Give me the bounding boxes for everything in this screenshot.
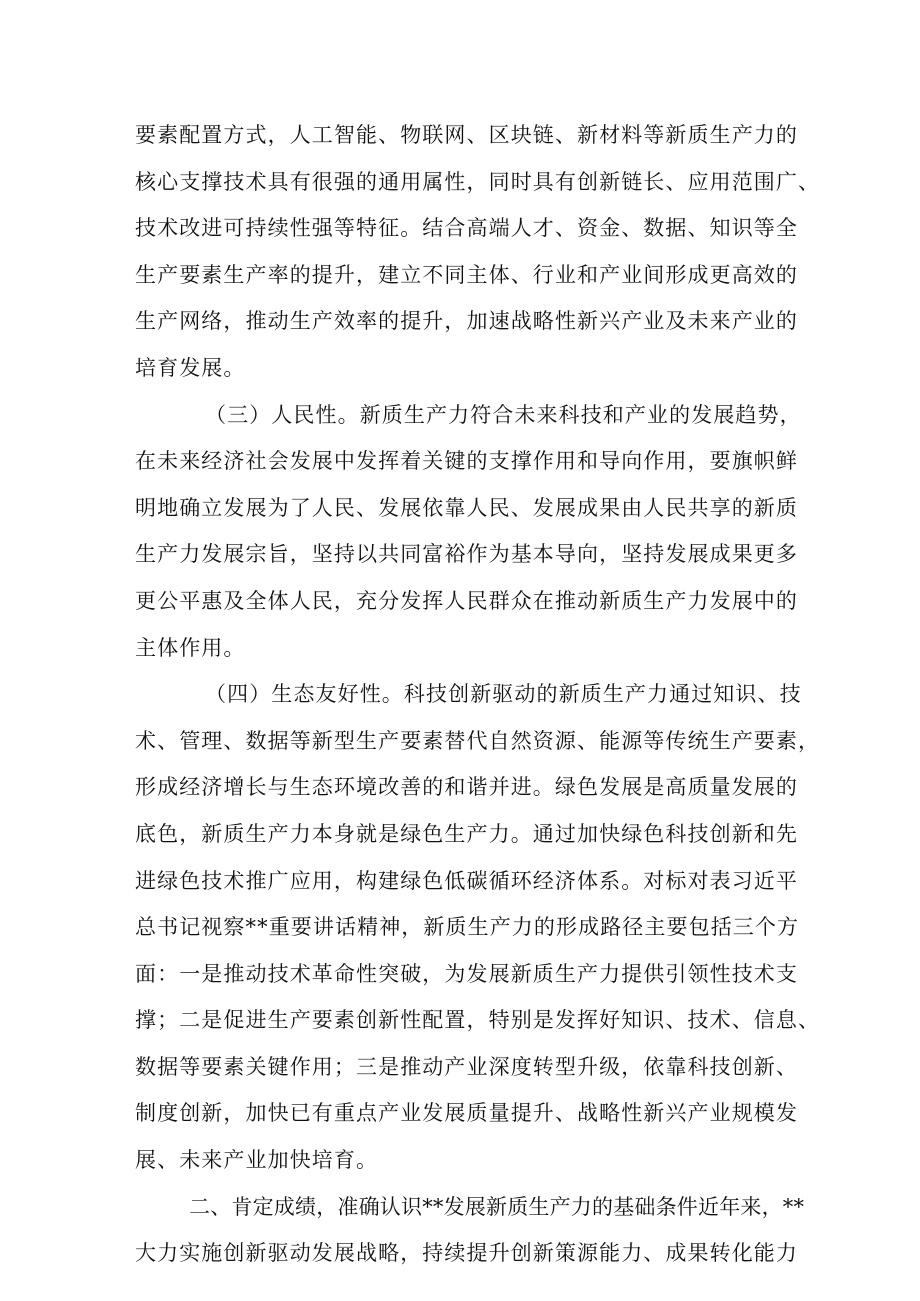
text-line: 数据等要素关键作用；三是推动产业深度转型升级，依靠科技创新、 [135, 1054, 798, 1079]
text-line: 技术改进可持续性强等特征。结合高端人才、资金、数据、知识等全 [135, 216, 798, 241]
section-heading-line: （三）人民性。新质生产力符合未来科技和产业的发展趋势， [205, 402, 802, 427]
document-body [135, 112, 821, 1277]
text-line: 生产力发展宗旨，坚持以共同富裕作为基本导向，坚持发展成果更多 [135, 542, 798, 567]
text-line: 总书记视察**重要讲话精神，新质生产力的形成路径主要包括三个方 [135, 915, 800, 940]
text-line: 制度创新，加快已有重点产业发展质量提升、战略性新兴产业规模发 [135, 1101, 798, 1126]
text-line: 培育发展。 [135, 355, 246, 380]
text-line: 明地确立发展为了人民、发展依靠人民、发展成果由人民共享的新质 [135, 495, 798, 520]
text-line: 在未来经济社会发展中发挥着关键的支撑作用和导向作用，要旗帜鲜 [135, 449, 798, 474]
text-line: 形成经济增长与生态环境改善的和谐并进。绿色发展是高质量发展的 [135, 775, 798, 800]
text-line: 主体作用。 [135, 635, 246, 660]
text-line: 撑；二是促进生产要素创新性配置，特别是发挥好知识、技术、信息、 [135, 1008, 821, 1033]
text-line: 要素配置方式，人工智能、物联网、区块链、新材料等新质生产力的 [135, 123, 798, 147]
text-line: 大力实施创新驱动发展战略，持续提升创新策源能力、成果转化能力 [135, 1241, 798, 1266]
section-heading-line: （四）生态友好性。科技创新驱动的新质生产力通过知识、技 [205, 682, 802, 707]
text-line: 生产要素生产率的提升，建立不同主体、行业和产业间形成更高效的 [135, 262, 798, 287]
text-line: 展、未来产业加快培育。 [135, 1148, 379, 1173]
section-heading-line: 二、肯定成绩，准确认识**发展新质生产力的基础条件近年来，** [189, 1194, 805, 1219]
text-line: 底色，新质生产力本身就是绿色生产力。通过加快绿色科技创新和先 [135, 821, 798, 846]
text-line: 核心支撑技术具有很强的通用属性，同时具有创新链长、应用范围广、 [135, 169, 821, 194]
text-line: 更公平惠及全体人民，充分发挥人民群众在推动新质生产力发展中的 [135, 588, 798, 613]
text-line: 进绿色技术推广应用，构建绿色低碳循环经济体系。对标对表习近平 [135, 868, 798, 893]
text-line: 面：一是推动技术革命性突破，为发展新质生产力提供引领性技术支 [135, 961, 798, 986]
text-line: 术、管理、数据等新型生产要素替代自然资源、能源等传统生产要素， [135, 728, 821, 753]
text-line: 生产网络，推动生产效率的提升，加速战略性新兴产业及未来产业的 [135, 309, 798, 334]
